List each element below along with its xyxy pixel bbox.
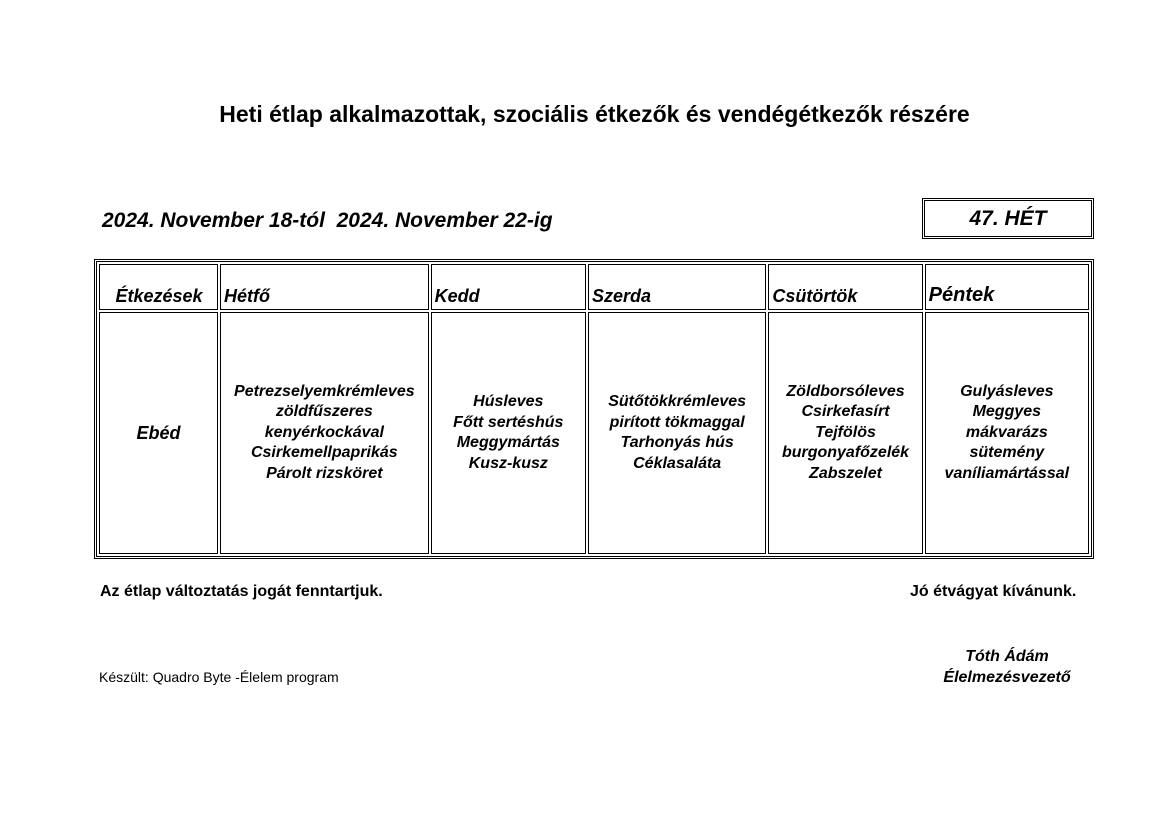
week-label-box bbox=[922, 198, 1094, 239]
dish-line: Meggymártás bbox=[456, 434, 560, 451]
header-csutortok: Csütörtök bbox=[768, 264, 922, 310]
dish-line: Meggyes bbox=[972, 403, 1042, 421]
dish-line: Céklasaláta bbox=[633, 454, 722, 472]
change-rights-note: Az étlap változtatás jogát fenntartjuk. bbox=[100, 583, 383, 600]
bon-appetit-note: Jó étvágyat kívánunk. bbox=[910, 583, 1077, 600]
meal-name-cell: Ebéd bbox=[99, 312, 218, 554]
dish-line: Párolt rizsköret bbox=[266, 464, 383, 482]
menu-cell-pentek bbox=[925, 312, 1089, 554]
dish-line: mákvarázs bbox=[965, 423, 1048, 441]
dish-line: Zabszelet bbox=[809, 464, 882, 482]
made-by-credit: Készült: Quadro Byte -Élelem program bbox=[99, 669, 339, 685]
dish-line: sütemény bbox=[969, 444, 1045, 462]
menu-cell-szerda bbox=[588, 312, 766, 554]
header-pentek: Péntek bbox=[925, 264, 1089, 310]
dish-line: vaníliamártással bbox=[944, 464, 1070, 482]
header-hetfo: Hétfő bbox=[220, 264, 429, 310]
page-title: Heti étlap alkalmazottak, szociális étkezők és vendégétkezők részére bbox=[219, 101, 970, 127]
dish-line: Főtt sertéshús bbox=[453, 413, 564, 431]
header-row bbox=[99, 264, 1089, 310]
menu-cell-csutortok bbox=[768, 312, 922, 554]
menu-cell-kedd bbox=[431, 312, 586, 554]
dish-line: kenyérkockával bbox=[264, 423, 384, 441]
dish-line: Csirkefasírt bbox=[801, 403, 890, 421]
dish-line: zöldfűszeres bbox=[275, 403, 373, 421]
dish-line: burgonyafőzelék bbox=[781, 444, 910, 462]
date-range: 2024. November 18-tól 2024. November 22-ig bbox=[102, 209, 553, 232]
menu-table bbox=[94, 259, 1094, 559]
header-kedd: Kedd bbox=[431, 264, 586, 310]
week-label: 47. HÉT bbox=[969, 207, 1047, 230]
dish-line: Petrezselyemkrémleves bbox=[234, 382, 415, 400]
dish-line: Tejfölös bbox=[815, 423, 876, 441]
dish-line: Gulyásleves bbox=[960, 382, 1054, 400]
dish-line: Csirkemellpaprikás bbox=[250, 444, 398, 462]
header-etkezesek: Étkezések bbox=[99, 264, 218, 310]
signer-title: Élelmezésvezető bbox=[943, 669, 1071, 686]
dish-line: pirított tökmaggal bbox=[609, 413, 745, 431]
dish-line: Húsleves bbox=[473, 393, 544, 410]
dish-line: Kusz-kusz bbox=[468, 454, 548, 472]
dish-line: Zöldborsóleves bbox=[786, 382, 905, 400]
menu-cell-hetfo bbox=[220, 312, 429, 554]
signature-block bbox=[932, 646, 1082, 688]
table-row bbox=[99, 312, 1089, 554]
header-szerda: Szerda bbox=[588, 264, 766, 310]
signer-name: Tóth Ádám bbox=[965, 648, 1049, 665]
dish-line: Sütőtökkrémleves bbox=[608, 393, 747, 410]
dish-line: Tarhonyás hús bbox=[620, 434, 734, 451]
